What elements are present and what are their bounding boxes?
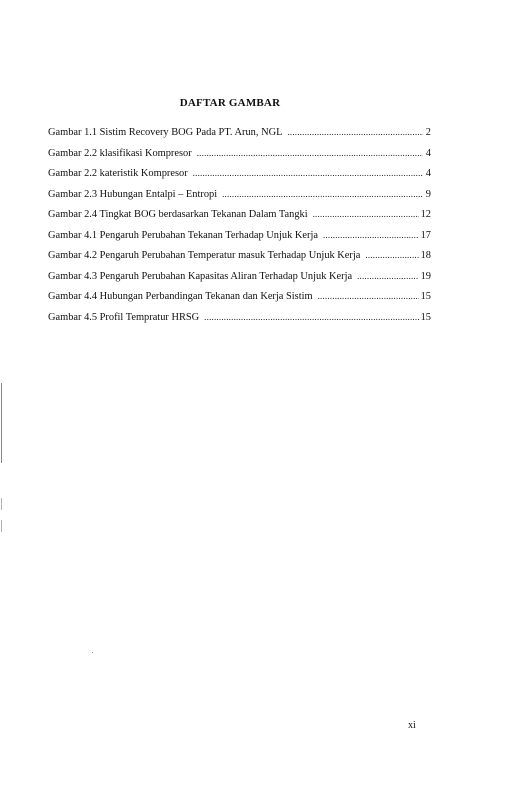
toc-entry-label: Gambar 4.5 Profil Tempratur HRSG — [48, 311, 200, 323]
list-of-figures — [48, 125, 431, 330]
toc-leader-dots — [357, 269, 419, 284]
toc-leader-dots — [313, 207, 419, 222]
toc-entry-label: Gambar 2.4 Tingkat BOG berdasarkan Tekanan Dalam Tangki — [48, 209, 308, 220]
toc-entry — [48, 187, 431, 208]
scan-artifact-line — [1, 383, 2, 463]
toc-entry-label: Gambar 1.1 Sistim Recovery BOG Pada PT. Arun, NGL — [48, 127, 283, 138]
toc-leader-dots — [323, 228, 419, 243]
page-title: DAFTAR GAMBAR — [179, 97, 281, 109]
toc-entry-label: Gambar 2.2 kateristik Kompresor — [48, 168, 188, 179]
toc-entry-page: 17 — [420, 229, 431, 241]
toc-entry-page: 4 — [425, 168, 431, 179]
toc-leader-dots — [197, 146, 423, 161]
toc-entry-page: 2 — [425, 127, 431, 138]
toc-entry — [48, 310, 431, 331]
toc-entry — [48, 269, 431, 290]
toc-entry — [48, 125, 431, 146]
toc-entry-page: 4 — [425, 147, 431, 159]
toc-entry-page: 19 — [420, 270, 431, 282]
toc-entry-page: 18 — [420, 250, 431, 261]
toc-entry-label: Gambar 2.3 Hubungan Entalpi – Entropi — [48, 188, 218, 200]
toc-entry — [48, 207, 431, 228]
toc-entry-label: Gambar 4.2 Pengaruh Perubahan Temperatur masuk Terhadap Unjuk Kerja — [48, 250, 361, 261]
scan-artifact-line — [1, 498, 2, 510]
page-number: xi — [408, 720, 416, 731]
scan-artifact-line — [1, 520, 2, 532]
toc-leader-dots — [318, 289, 419, 304]
toc-entry — [48, 289, 431, 310]
toc-entry — [48, 228, 431, 249]
toc-entry-label: Gambar 4.4 Hubungan Perbandingan Tekanan dan Kerja Sistim — [48, 291, 313, 302]
toc-entry-page: 15 — [420, 291, 431, 302]
toc-entry-label: Gambar 4.1 Pengaruh Perubahan Tekanan Terhadap Unjuk Kerja — [48, 229, 318, 241]
toc-entry — [48, 146, 431, 167]
toc-leader-dots — [204, 310, 418, 325]
toc-entry-label: Gambar 4.3 Pengaruh Perubahan Kapasitas Aliran Terhadap Unjuk Kerja — [48, 270, 353, 282]
toc-entry-label: Gambar 2.2 klasifikasi Kompresor — [48, 147, 192, 159]
toc-entry-page: 15 — [420, 311, 431, 323]
toc-entry — [48, 166, 431, 187]
toc-entry — [48, 248, 431, 269]
toc-entry-page: 12 — [420, 209, 431, 220]
scan-artifact-dot — [92, 652, 93, 653]
toc-leader-dots — [365, 248, 418, 263]
toc-leader-dots — [287, 125, 423, 140]
toc-leader-dots — [193, 166, 423, 181]
toc-leader-dots — [222, 187, 423, 202]
toc-entry-page: 9 — [425, 188, 431, 200]
